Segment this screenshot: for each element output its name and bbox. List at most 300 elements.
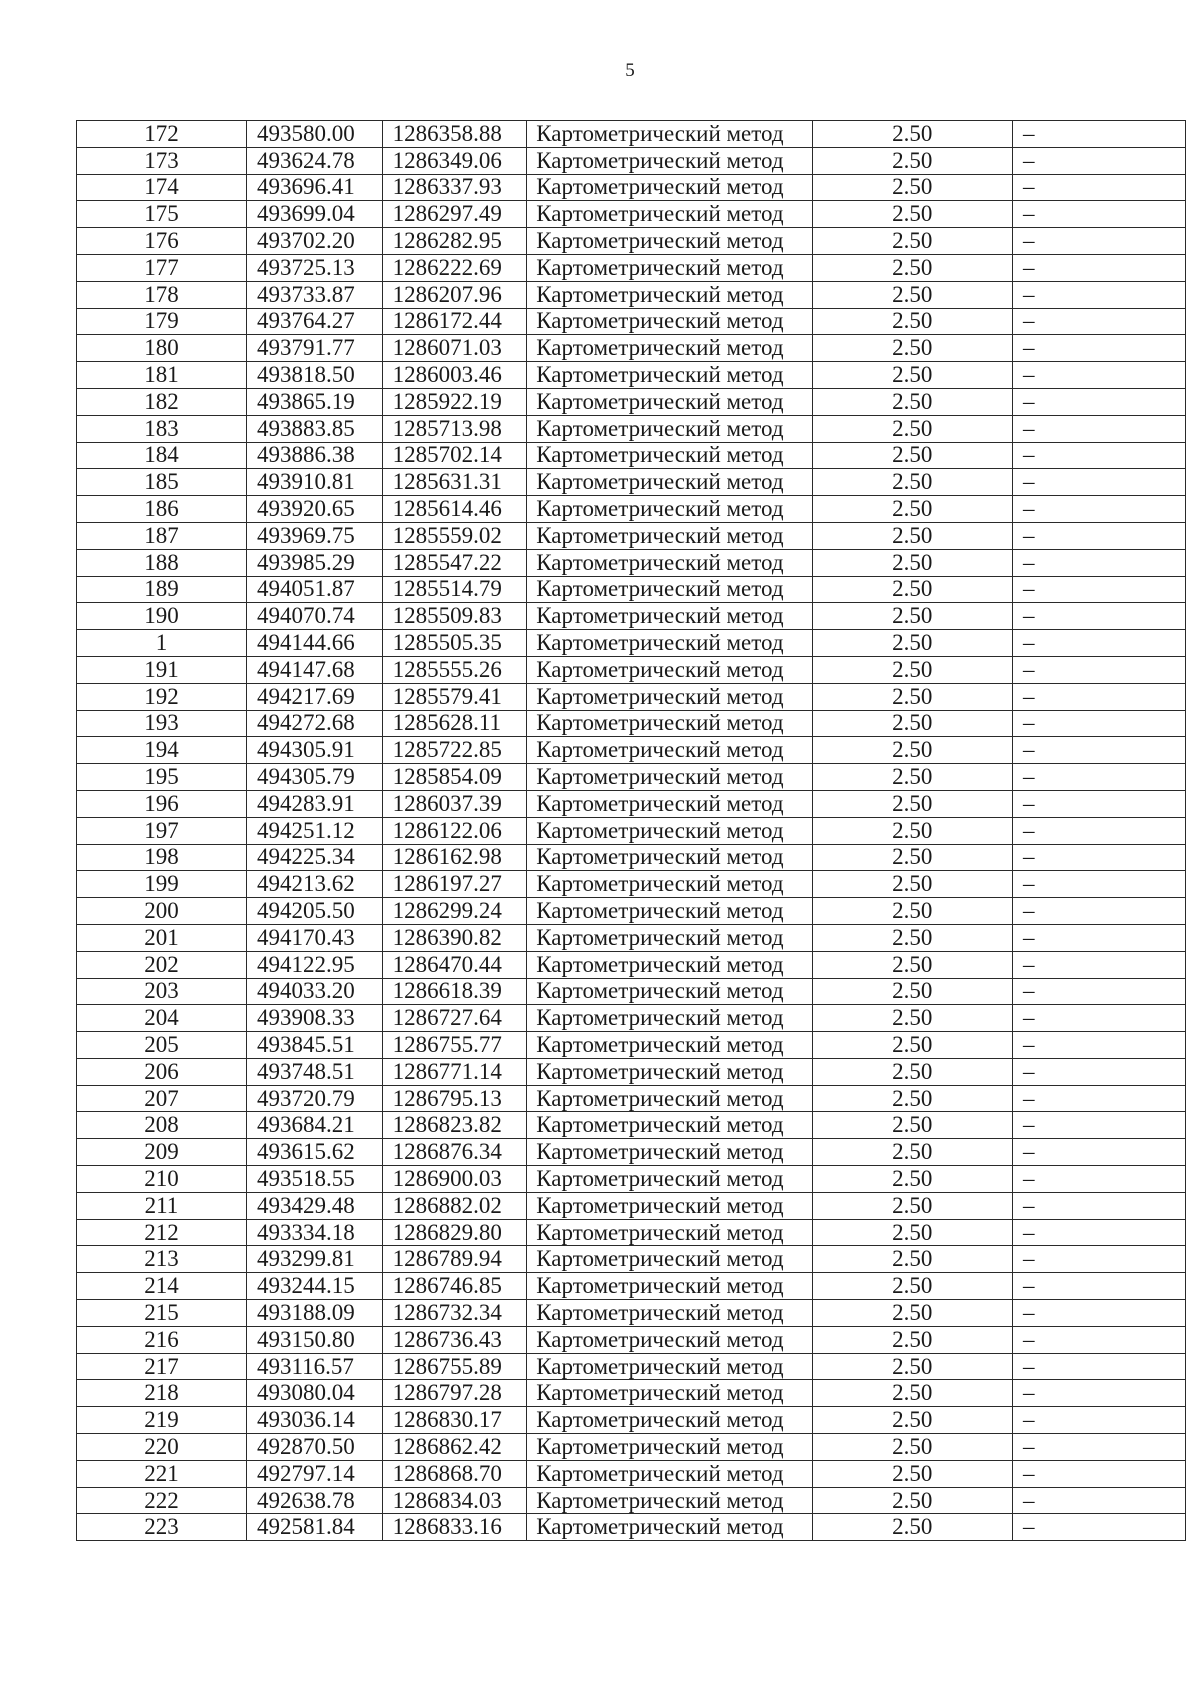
table-row	[77, 335, 1186, 362]
description-cell: –	[1012, 1032, 1185, 1059]
description-cell: –	[1012, 603, 1185, 630]
point-number-cell: 217	[77, 1353, 247, 1380]
method-cell: Картометрический метод	[527, 147, 812, 174]
y-coordinate-cell: 1286882.02	[382, 1192, 527, 1219]
accuracy-cell: 2.50	[812, 817, 1012, 844]
y-coordinate-cell: 1286037.39	[382, 790, 527, 817]
y-coordinate-cell: 1286862.42	[382, 1434, 527, 1461]
method-cell: Картометрический метод	[527, 656, 812, 683]
table-row	[77, 1246, 1186, 1273]
method-cell: Картометрический метод	[527, 201, 812, 228]
y-coordinate-cell: 1285702.14	[382, 442, 527, 469]
accuracy-cell: 2.50	[812, 1487, 1012, 1514]
accuracy-cell: 2.50	[812, 978, 1012, 1005]
description-cell: –	[1012, 549, 1185, 576]
accuracy-cell: 2.50	[812, 1085, 1012, 1112]
description-cell: –	[1012, 710, 1185, 737]
y-coordinate-cell: 1286797.28	[382, 1380, 527, 1407]
table-row	[77, 817, 1186, 844]
table-row	[77, 844, 1186, 871]
point-number-cell: 220	[77, 1434, 247, 1461]
description-cell: –	[1012, 1005, 1185, 1032]
accuracy-cell: 2.50	[812, 415, 1012, 442]
accuracy-cell: 2.50	[812, 228, 1012, 255]
description-cell: –	[1012, 496, 1185, 523]
y-coordinate-cell: 1286900.03	[382, 1166, 527, 1193]
table-row	[77, 308, 1186, 335]
accuracy-cell: 2.50	[812, 174, 1012, 201]
y-coordinate-cell: 1286358.88	[382, 121, 527, 148]
accuracy-cell: 2.50	[812, 898, 1012, 925]
method-cell: Картометрический метод	[527, 1434, 812, 1461]
x-coordinate-cell: 494251.12	[246, 817, 382, 844]
y-coordinate-cell: 1286868.70	[382, 1460, 527, 1487]
accuracy-cell: 2.50	[812, 1434, 1012, 1461]
method-cell: Картометрический метод	[527, 415, 812, 442]
x-coordinate-cell: 493969.75	[246, 522, 382, 549]
description-cell: –	[1012, 978, 1185, 1005]
x-coordinate-cell: 493733.87	[246, 281, 382, 308]
accuracy-cell: 2.50	[812, 1273, 1012, 1300]
description-cell: –	[1012, 1434, 1185, 1461]
method-cell: Картометрический метод	[527, 898, 812, 925]
y-coordinate-cell: 1285514.79	[382, 576, 527, 603]
y-coordinate-cell: 1285559.02	[382, 522, 527, 549]
table-row	[77, 1166, 1186, 1193]
method-cell: Картометрический метод	[527, 522, 812, 549]
point-number-cell: 182	[77, 388, 247, 415]
y-coordinate-cell: 1286789.94	[382, 1246, 527, 1273]
table-row	[77, 254, 1186, 281]
table-row	[77, 924, 1186, 951]
y-coordinate-cell: 1286337.93	[382, 174, 527, 201]
x-coordinate-cell: 493764.27	[246, 308, 382, 335]
table-row	[77, 898, 1186, 925]
y-coordinate-cell: 1286297.49	[382, 201, 527, 228]
table-row	[77, 496, 1186, 523]
x-coordinate-cell: 494147.68	[246, 656, 382, 683]
accuracy-cell: 2.50	[812, 1192, 1012, 1219]
x-coordinate-cell: 493696.41	[246, 174, 382, 201]
method-cell: Картометрический метод	[527, 335, 812, 362]
description-cell: –	[1012, 522, 1185, 549]
point-number-cell: 213	[77, 1246, 247, 1273]
x-coordinate-cell: 494305.91	[246, 737, 382, 764]
x-coordinate-cell: 493699.04	[246, 201, 382, 228]
description-cell: –	[1012, 254, 1185, 281]
point-number-cell: 210	[77, 1166, 247, 1193]
method-cell: Картометрический метод	[527, 496, 812, 523]
y-coordinate-cell: 1285631.31	[382, 469, 527, 496]
method-cell: Картометрический метод	[527, 1005, 812, 1032]
description-cell: –	[1012, 1380, 1185, 1407]
point-number-cell: 191	[77, 656, 247, 683]
description-cell: –	[1012, 1192, 1185, 1219]
table-row	[77, 1139, 1186, 1166]
y-coordinate-cell: 1286876.34	[382, 1139, 527, 1166]
x-coordinate-cell: 493299.81	[246, 1246, 382, 1273]
description-cell: –	[1012, 1246, 1185, 1273]
table-row	[77, 790, 1186, 817]
method-cell: Картометрический метод	[527, 924, 812, 951]
description-cell: –	[1012, 898, 1185, 925]
point-number-cell: 177	[77, 254, 247, 281]
table-row	[77, 656, 1186, 683]
point-number-cell: 173	[77, 147, 247, 174]
accuracy-cell: 2.50	[812, 1407, 1012, 1434]
table-row	[77, 978, 1186, 1005]
description-cell: –	[1012, 790, 1185, 817]
point-number-cell: 194	[77, 737, 247, 764]
table-row	[77, 147, 1186, 174]
x-coordinate-cell: 493116.57	[246, 1353, 382, 1380]
table-row	[77, 1085, 1186, 1112]
description-cell: –	[1012, 1514, 1185, 1541]
accuracy-cell: 2.50	[812, 924, 1012, 951]
x-coordinate-cell: 493080.04	[246, 1380, 382, 1407]
description-cell: –	[1012, 1300, 1185, 1327]
table-row	[77, 469, 1186, 496]
accuracy-cell: 2.50	[812, 281, 1012, 308]
x-coordinate-cell: 494144.66	[246, 630, 382, 657]
y-coordinate-cell: 1285722.85	[382, 737, 527, 764]
method-cell: Картометрический метод	[527, 1460, 812, 1487]
point-number-cell: 218	[77, 1380, 247, 1407]
y-coordinate-cell: 1286207.96	[382, 281, 527, 308]
accuracy-cell: 2.50	[812, 844, 1012, 871]
x-coordinate-cell: 493429.48	[246, 1192, 382, 1219]
table-row	[77, 1192, 1186, 1219]
method-cell: Картометрический метод	[527, 549, 812, 576]
y-coordinate-cell: 1286823.82	[382, 1112, 527, 1139]
point-number-cell: 197	[77, 817, 247, 844]
accuracy-cell: 2.50	[812, 737, 1012, 764]
point-number-cell: 200	[77, 898, 247, 925]
x-coordinate-cell: 493725.13	[246, 254, 382, 281]
point-number-cell: 209	[77, 1139, 247, 1166]
y-coordinate-cell: 1286830.17	[382, 1407, 527, 1434]
point-number-cell: 192	[77, 683, 247, 710]
x-coordinate-cell: 494070.74	[246, 603, 382, 630]
description-cell: –	[1012, 656, 1185, 683]
point-number-cell: 216	[77, 1326, 247, 1353]
table-row	[77, 1353, 1186, 1380]
point-number-cell: 186	[77, 496, 247, 523]
x-coordinate-cell: 493818.50	[246, 362, 382, 389]
method-cell: Картометрический метод	[527, 764, 812, 791]
coordinates-table-body	[77, 121, 1186, 1541]
point-number-cell: 180	[77, 335, 247, 362]
point-number-cell: 201	[77, 924, 247, 951]
table-row	[77, 1380, 1186, 1407]
table-row	[77, 121, 1186, 148]
description-cell: –	[1012, 1139, 1185, 1166]
x-coordinate-cell: 494217.69	[246, 683, 382, 710]
description-cell: –	[1012, 871, 1185, 898]
x-coordinate-cell: 494033.20	[246, 978, 382, 1005]
accuracy-cell: 2.50	[812, 1166, 1012, 1193]
accuracy-cell: 2.50	[812, 656, 1012, 683]
point-number-cell: 196	[77, 790, 247, 817]
description-cell: –	[1012, 737, 1185, 764]
accuracy-cell: 2.50	[812, 1514, 1012, 1541]
y-coordinate-cell: 1285854.09	[382, 764, 527, 791]
accuracy-cell: 2.50	[812, 683, 1012, 710]
method-cell: Картометрический метод	[527, 281, 812, 308]
y-coordinate-cell: 1285628.11	[382, 710, 527, 737]
method-cell: Картометрический метод	[527, 1514, 812, 1541]
x-coordinate-cell: 494225.34	[246, 844, 382, 871]
y-coordinate-cell: 1286197.27	[382, 871, 527, 898]
x-coordinate-cell: 492581.84	[246, 1514, 382, 1541]
point-number-cell: 1	[77, 630, 247, 657]
point-number-cell: 215	[77, 1300, 247, 1327]
method-cell: Картометрический метод	[527, 844, 812, 871]
method-cell: Картометрический метод	[527, 871, 812, 898]
accuracy-cell: 2.50	[812, 1460, 1012, 1487]
x-coordinate-cell: 494205.50	[246, 898, 382, 925]
method-cell: Картометрический метод	[527, 1166, 812, 1193]
table-row	[77, 388, 1186, 415]
x-coordinate-cell: 493791.77	[246, 335, 382, 362]
x-coordinate-cell: 494051.87	[246, 576, 382, 603]
point-number-cell: 190	[77, 603, 247, 630]
y-coordinate-cell: 1286771.14	[382, 1058, 527, 1085]
y-coordinate-cell: 1286736.43	[382, 1326, 527, 1353]
point-number-cell: 208	[77, 1112, 247, 1139]
y-coordinate-cell: 1286746.85	[382, 1273, 527, 1300]
method-cell: Картометрический метод	[527, 737, 812, 764]
y-coordinate-cell: 1286795.13	[382, 1085, 527, 1112]
table-row	[77, 1032, 1186, 1059]
table-row	[77, 576, 1186, 603]
point-number-cell: 183	[77, 415, 247, 442]
page-number: 5	[625, 60, 635, 81]
y-coordinate-cell: 1286834.03	[382, 1487, 527, 1514]
table-row	[77, 871, 1186, 898]
point-number-cell: 187	[77, 522, 247, 549]
method-cell: Картометрический метод	[527, 121, 812, 148]
y-coordinate-cell: 1286162.98	[382, 844, 527, 871]
accuracy-cell: 2.50	[812, 1032, 1012, 1059]
table-row	[77, 1112, 1186, 1139]
method-cell: Картометрический метод	[527, 1032, 812, 1059]
accuracy-cell: 2.50	[812, 335, 1012, 362]
method-cell: Картометрический метод	[527, 308, 812, 335]
accuracy-cell: 2.50	[812, 522, 1012, 549]
description-cell: –	[1012, 924, 1185, 951]
table-row	[77, 174, 1186, 201]
x-coordinate-cell: 493883.85	[246, 415, 382, 442]
accuracy-cell: 2.50	[812, 442, 1012, 469]
y-coordinate-cell: 1286071.03	[382, 335, 527, 362]
point-number-cell: 175	[77, 201, 247, 228]
accuracy-cell: 2.50	[812, 1058, 1012, 1085]
accuracy-cell: 2.50	[812, 1112, 1012, 1139]
x-coordinate-cell: 493865.19	[246, 388, 382, 415]
accuracy-cell: 2.50	[812, 1326, 1012, 1353]
description-cell: –	[1012, 1058, 1185, 1085]
method-cell: Картометрический метод	[527, 1273, 812, 1300]
description-cell: –	[1012, 415, 1185, 442]
accuracy-cell: 2.50	[812, 1353, 1012, 1380]
table-row	[77, 415, 1186, 442]
x-coordinate-cell: 493036.14	[246, 1407, 382, 1434]
table-row	[77, 1300, 1186, 1327]
method-cell: Картометрический метод	[527, 978, 812, 1005]
x-coordinate-cell: 493244.15	[246, 1273, 382, 1300]
method-cell: Картометрический метод	[527, 254, 812, 281]
method-cell: Картометрический метод	[527, 1407, 812, 1434]
table-row	[77, 764, 1186, 791]
method-cell: Картометрический метод	[527, 1139, 812, 1166]
description-cell: –	[1012, 388, 1185, 415]
coordinates-table	[76, 120, 1186, 1541]
method-cell: Картометрический метод	[527, 362, 812, 389]
table-row	[77, 1273, 1186, 1300]
x-coordinate-cell: 494305.79	[246, 764, 382, 791]
x-coordinate-cell: 493624.78	[246, 147, 382, 174]
description-cell: –	[1012, 1112, 1185, 1139]
y-coordinate-cell: 1286755.89	[382, 1353, 527, 1380]
table-row	[77, 442, 1186, 469]
accuracy-cell: 2.50	[812, 576, 1012, 603]
method-cell: Картометрический метод	[527, 1300, 812, 1327]
x-coordinate-cell: 494122.95	[246, 951, 382, 978]
accuracy-cell: 2.50	[812, 764, 1012, 791]
x-coordinate-cell: 493985.29	[246, 549, 382, 576]
method-cell: Картометрический метод	[527, 388, 812, 415]
point-number-cell: 203	[77, 978, 247, 1005]
y-coordinate-cell: 1285509.83	[382, 603, 527, 630]
accuracy-cell: 2.50	[812, 1380, 1012, 1407]
y-coordinate-cell: 1286390.82	[382, 924, 527, 951]
x-coordinate-cell: 493702.20	[246, 228, 382, 255]
description-cell: –	[1012, 362, 1185, 389]
method-cell: Картометрический метод	[527, 1353, 812, 1380]
accuracy-cell: 2.50	[812, 1219, 1012, 1246]
point-number-cell: 184	[77, 442, 247, 469]
point-number-cell: 172	[77, 121, 247, 148]
table-row	[77, 1005, 1186, 1032]
x-coordinate-cell: 493615.62	[246, 1139, 382, 1166]
x-coordinate-cell: 493684.21	[246, 1112, 382, 1139]
table-row	[77, 737, 1186, 764]
accuracy-cell: 2.50	[812, 388, 1012, 415]
point-number-cell: 188	[77, 549, 247, 576]
table-row	[77, 603, 1186, 630]
table-row	[77, 1460, 1186, 1487]
table-row	[77, 549, 1186, 576]
accuracy-cell: 2.50	[812, 469, 1012, 496]
table-row	[77, 1514, 1186, 1541]
accuracy-cell: 2.50	[812, 147, 1012, 174]
table-row	[77, 710, 1186, 737]
x-coordinate-cell: 493580.00	[246, 121, 382, 148]
y-coordinate-cell: 1285713.98	[382, 415, 527, 442]
method-cell: Картометрический метод	[527, 576, 812, 603]
accuracy-cell: 2.50	[812, 121, 1012, 148]
y-coordinate-cell: 1286755.77	[382, 1032, 527, 1059]
accuracy-cell: 2.50	[812, 201, 1012, 228]
y-coordinate-cell: 1285555.26	[382, 656, 527, 683]
method-cell: Картометрический метод	[527, 817, 812, 844]
table-row	[77, 1219, 1186, 1246]
table-row	[77, 683, 1186, 710]
y-coordinate-cell: 1286833.16	[382, 1514, 527, 1541]
accuracy-cell: 2.50	[812, 254, 1012, 281]
description-cell: –	[1012, 442, 1185, 469]
description-cell: –	[1012, 1407, 1185, 1434]
point-number-cell: 211	[77, 1192, 247, 1219]
point-number-cell: 185	[77, 469, 247, 496]
table-row	[77, 228, 1186, 255]
x-coordinate-cell: 493518.55	[246, 1166, 382, 1193]
y-coordinate-cell: 1286618.39	[382, 978, 527, 1005]
y-coordinate-cell: 1285505.35	[382, 630, 527, 657]
method-cell: Картометрический метод	[527, 1219, 812, 1246]
y-coordinate-cell: 1286282.95	[382, 228, 527, 255]
table-row	[77, 1058, 1186, 1085]
accuracy-cell: 2.50	[812, 1139, 1012, 1166]
table-row	[77, 1487, 1186, 1514]
y-coordinate-cell: 1286299.24	[382, 898, 527, 925]
y-coordinate-cell: 1286172.44	[382, 308, 527, 335]
description-cell: –	[1012, 1460, 1185, 1487]
table-row	[77, 630, 1186, 657]
description-cell: –	[1012, 281, 1185, 308]
accuracy-cell: 2.50	[812, 1246, 1012, 1273]
x-coordinate-cell: 493334.18	[246, 1219, 382, 1246]
accuracy-cell: 2.50	[812, 951, 1012, 978]
x-coordinate-cell: 494170.43	[246, 924, 382, 951]
point-number-cell: 204	[77, 1005, 247, 1032]
y-coordinate-cell: 1286003.46	[382, 362, 527, 389]
description-cell: –	[1012, 1273, 1185, 1300]
x-coordinate-cell: 493920.65	[246, 496, 382, 523]
description-cell: –	[1012, 1085, 1185, 1112]
accuracy-cell: 2.50	[812, 496, 1012, 523]
x-coordinate-cell: 494272.68	[246, 710, 382, 737]
description-cell: –	[1012, 174, 1185, 201]
table-row	[77, 951, 1186, 978]
point-number-cell: 195	[77, 764, 247, 791]
description-cell: –	[1012, 147, 1185, 174]
table-row	[77, 362, 1186, 389]
point-number-cell: 198	[77, 844, 247, 871]
accuracy-cell: 2.50	[812, 1300, 1012, 1327]
point-number-cell: 221	[77, 1460, 247, 1487]
x-coordinate-cell: 494283.91	[246, 790, 382, 817]
x-coordinate-cell: 493845.51	[246, 1032, 382, 1059]
x-coordinate-cell: 493150.80	[246, 1326, 382, 1353]
description-cell: –	[1012, 1326, 1185, 1353]
method-cell: Картометрический метод	[527, 174, 812, 201]
accuracy-cell: 2.50	[812, 630, 1012, 657]
point-number-cell: 181	[77, 362, 247, 389]
description-cell: –	[1012, 1166, 1185, 1193]
y-coordinate-cell: 1286222.69	[382, 254, 527, 281]
method-cell: Картометрический метод	[527, 603, 812, 630]
table-row	[77, 201, 1186, 228]
x-coordinate-cell: 493886.38	[246, 442, 382, 469]
point-number-cell: 206	[77, 1058, 247, 1085]
method-cell: Картометрический метод	[527, 1058, 812, 1085]
y-coordinate-cell: 1286122.06	[382, 817, 527, 844]
point-number-cell: 222	[77, 1487, 247, 1514]
accuracy-cell: 2.50	[812, 362, 1012, 389]
table-row	[77, 1407, 1186, 1434]
